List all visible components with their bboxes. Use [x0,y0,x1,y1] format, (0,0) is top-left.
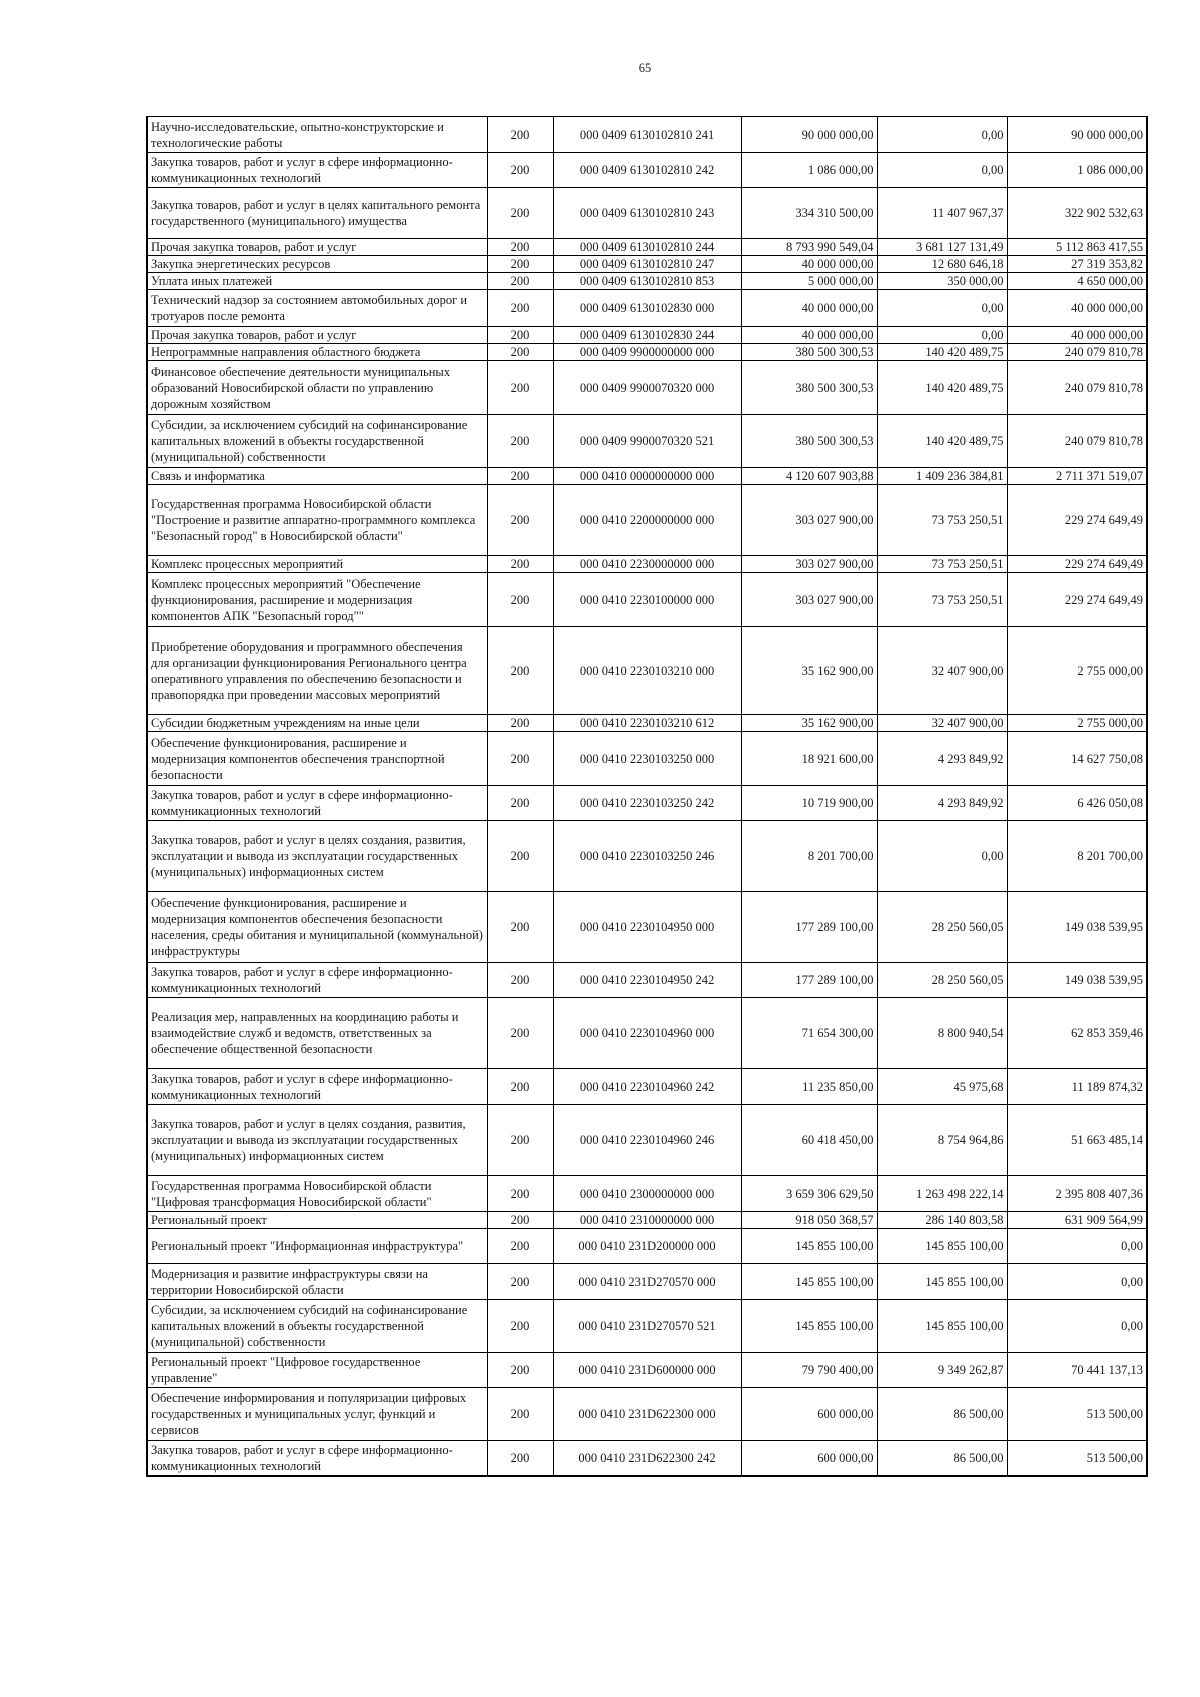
amount-cell-1: 40 000 000,00 [741,290,877,327]
amount-cell-3: 229 274 649,49 [1007,485,1147,556]
row-name-cell: Уплата иных платежей [147,273,487,290]
row-name-cell: Обеспечение функционирования, расширение и модернизация компонентов обеспечения транспортной безопасности [147,732,487,786]
amount-cell-2: 145 855 100,00 [877,1264,1007,1300]
row-name-cell: Закупка товаров, работ и услуг в сфере информационно-коммуникационных технологий [147,786,487,821]
table-row [147,821,1147,892]
row-name-cell: Комплекс процессных мероприятий "Обеспечение функционирования, расширение и модернизация компонентов АПК "Безопасный город"" [147,573,487,627]
amount-cell-2: 73 753 250,51 [877,485,1007,556]
amount-cell-2: 140 420 489,75 [877,361,1007,415]
row-name-cell: Финансовое обеспечение деятельности муниципальных образований Новосибирской области по управлению дорожным хозяйством [147,361,487,415]
amount-cell-2: 12 680 646,18 [877,256,1007,273]
amount-cell-3: 229 274 649,49 [1007,556,1147,573]
row-name-cell: Приобретение оборудования и программного обеспечения для организации функционирования Регионального центра оперативного управления по обеспечению безопасности и правопорядка при проведении массовых мероприятий [147,627,487,715]
budget-code-cell: 000 0410 2200000000 000 [553,485,741,556]
amount-cell-3: 14 627 750,08 [1007,732,1147,786]
budget-code-cell: 000 0409 6130102810 242 [553,153,741,188]
amount-cell-1: 71 654 300,00 [741,998,877,1069]
line-code-cell: 200 [487,239,553,256]
amount-cell-3: 240 079 810,78 [1007,344,1147,361]
amount-cell-1: 600 000,00 [741,1441,877,1476]
budget-code-cell: 000 0410 2300000000 000 [553,1176,741,1212]
amount-cell-1: 334 310 500,00 [741,188,877,239]
row-name-cell: Обеспечение функционирования, расширение и модернизация компонентов обеспечения безопасности населения, среды обитания и муниципальной (коммунальной) инфраструктуры [147,892,487,963]
amount-cell-1: 177 289 100,00 [741,892,877,963]
line-code-cell: 200 [487,1300,553,1353]
amount-cell-2: 140 420 489,75 [877,415,1007,468]
line-code-cell: 200 [487,1176,553,1212]
amount-cell-3: 51 663 485,14 [1007,1105,1147,1176]
table-row [147,998,1147,1069]
table-row [147,573,1147,627]
line-code-cell: 200 [487,1264,553,1300]
row-name-cell: Региональный проект [147,1212,487,1229]
amount-cell-2: 4 293 849,92 [877,786,1007,821]
amount-cell-3: 513 500,00 [1007,1388,1147,1441]
amount-cell-2: 45 975,68 [877,1069,1007,1105]
budget-code-cell: 000 0409 6130102810 853 [553,273,741,290]
budget-code-cell: 000 0410 2230104950 242 [553,963,741,998]
amount-cell-1: 303 027 900,00 [741,485,877,556]
budget-code-cell: 000 0409 6130102810 244 [553,239,741,256]
table-row [147,327,1147,344]
line-code-cell: 200 [487,573,553,627]
row-name-cell: Обеспечение информирования и популяризации цифровых государственных и муниципальных услуг, функций и сервисов [147,1388,487,1441]
table-row [147,273,1147,290]
amount-cell-2: 0,00 [877,821,1007,892]
table-row [147,1264,1147,1300]
amount-cell-2: 9 349 262,87 [877,1353,1007,1388]
row-name-cell: Закупка товаров, работ и услуг в сфере информационно-коммуникационных технологий [147,153,487,188]
amount-cell-3: 513 500,00 [1007,1441,1147,1476]
amount-cell-3: 0,00 [1007,1300,1147,1353]
budget-code-cell: 000 0410 2230100000 000 [553,573,741,627]
line-code-cell: 200 [487,556,553,573]
table-row [147,485,1147,556]
amount-cell-1: 79 790 400,00 [741,1353,877,1388]
line-code-cell: 200 [487,1212,553,1229]
amount-cell-3: 5 112 863 417,55 [1007,239,1147,256]
table-row [147,117,1147,153]
amount-cell-3: 11 189 874,32 [1007,1069,1147,1105]
line-code-cell: 200 [487,998,553,1069]
table-row [147,627,1147,715]
budget-code-cell: 000 0410 2230103250 242 [553,786,741,821]
amount-cell-2: 3 681 127 131,49 [877,239,1007,256]
table-row [147,153,1147,188]
table-row [147,361,1147,415]
amount-cell-2: 28 250 560,05 [877,892,1007,963]
amount-cell-3: 8 201 700,00 [1007,821,1147,892]
line-code-cell: 200 [487,1353,553,1388]
amount-cell-3: 2 711 371 519,07 [1007,468,1147,485]
budget-code-cell: 000 0409 9900070320 000 [553,361,741,415]
row-name-cell: Закупка энергетических ресурсов [147,256,487,273]
line-code-cell: 200 [487,327,553,344]
table-row [147,239,1147,256]
budget-code-cell: 000 0410 2230103250 000 [553,732,741,786]
amount-cell-1: 5 000 000,00 [741,273,877,290]
budget-code-cell: 000 0410 2230104950 000 [553,892,741,963]
amount-cell-3: 90 000 000,00 [1007,117,1147,153]
budget-code-cell: 000 0410 0000000000 000 [553,468,741,485]
amount-cell-3: 149 038 539,95 [1007,892,1147,963]
budget-table [146,116,1148,1477]
budget-code-cell: 000 0410 2230103210 612 [553,715,741,732]
line-code-cell: 200 [487,1441,553,1476]
line-code-cell: 200 [487,1069,553,1105]
amount-cell-3: 240 079 810,78 [1007,415,1147,468]
amount-cell-1: 918 050 368,57 [741,1212,877,1229]
amount-cell-2: 11 407 967,37 [877,188,1007,239]
amount-cell-1: 600 000,00 [741,1388,877,1441]
amount-cell-2: 0,00 [877,290,1007,327]
budget-code-cell: 000 0410 2230103250 246 [553,821,741,892]
amount-cell-3: 62 853 359,46 [1007,998,1147,1069]
amount-cell-1: 145 855 100,00 [741,1300,877,1353]
amount-cell-2: 0,00 [877,153,1007,188]
amount-cell-1: 3 659 306 629,50 [741,1176,877,1212]
amount-cell-3: 1 086 000,00 [1007,153,1147,188]
amount-cell-1: 303 027 900,00 [741,573,877,627]
table-row [147,188,1147,239]
budget-code-cell: 000 0409 6130102810 247 [553,256,741,273]
line-code-cell: 200 [487,1105,553,1176]
row-name-cell: Региональный проект "Цифровое государственное управление" [147,1353,487,1388]
row-name-cell: Государственная программа Новосибирской области "Построение и развитие аппаратно-программного комплекса "Безопасный город" в Новосибирской области" [147,485,487,556]
line-code-cell: 200 [487,117,553,153]
row-name-cell: Закупка товаров, работ и услуг в сфере информационно-коммуникационных технологий [147,963,487,998]
budget-code-cell: 000 0409 6130102830 244 [553,327,741,344]
table-row [147,290,1147,327]
budget-code-cell: 000 0409 6130102830 000 [553,290,741,327]
amount-cell-3: 70 441 137,13 [1007,1353,1147,1388]
table-row [147,468,1147,485]
amount-cell-2: 73 753 250,51 [877,556,1007,573]
amount-cell-1: 177 289 100,00 [741,963,877,998]
page-number: 65 [638,61,652,75]
line-code-cell: 200 [487,273,553,290]
line-code-cell: 200 [487,963,553,998]
table-row [147,556,1147,573]
line-code-cell: 200 [487,415,553,468]
amount-cell-1: 145 855 100,00 [741,1264,877,1300]
amount-cell-3: 2 395 808 407,36 [1007,1176,1147,1212]
amount-cell-1: 60 418 450,00 [741,1105,877,1176]
line-code-cell: 200 [487,188,553,239]
amount-cell-1: 35 162 900,00 [741,715,877,732]
table-row [147,344,1147,361]
budget-code-cell: 000 0410 2310000000 000 [553,1212,741,1229]
amount-cell-3: 40 000 000,00 [1007,290,1147,327]
amount-cell-3: 322 902 532,63 [1007,188,1147,239]
amount-cell-3: 40 000 000,00 [1007,327,1147,344]
amount-cell-2: 145 855 100,00 [877,1229,1007,1264]
budget-code-cell: 000 0410 2230104960 246 [553,1105,741,1176]
row-name-cell: Закупка товаров, работ и услуг в целях создания, развития, эксплуатации и вывода из эксплуатации государственных (муниципальных) информационных систем [147,1105,487,1176]
budget-code-cell: 000 0410 231D270570 000 [553,1264,741,1300]
row-name-cell: Закупка товаров, работ и услуг в целях капитального ремонта государственного (муниципального) имущества [147,188,487,239]
table-row [147,1229,1147,1264]
amount-cell-2: 28 250 560,05 [877,963,1007,998]
amount-cell-3: 240 079 810,78 [1007,361,1147,415]
table-row [147,715,1147,732]
budget-code-cell: 000 0410 231D622300 242 [553,1441,741,1476]
table-row [147,892,1147,963]
amount-cell-3: 149 038 539,95 [1007,963,1147,998]
amount-cell-2: 0,00 [877,327,1007,344]
row-name-cell: Технический надзор за состоянием автомобильных дорог и тротуаров после ремонта [147,290,487,327]
amount-cell-2: 145 855 100,00 [877,1300,1007,1353]
amount-cell-2: 140 420 489,75 [877,344,1007,361]
amount-cell-1: 1 086 000,00 [741,153,877,188]
budget-code-cell: 000 0410 2230104960 242 [553,1069,741,1105]
amount-cell-2: 8 800 940,54 [877,998,1007,1069]
row-name-cell: Комплекс процессных мероприятий [147,556,487,573]
budget-code-cell: 000 0410 231D200000 000 [553,1229,741,1264]
amount-cell-1: 4 120 607 903,88 [741,468,877,485]
budget-code-cell: 000 0410 2230104960 000 [553,998,741,1069]
amount-cell-2: 350 000,00 [877,273,1007,290]
budget-code-cell: 000 0409 9900070320 521 [553,415,741,468]
budget-code-cell: 000 0409 6130102810 243 [553,188,741,239]
line-code-cell: 200 [487,892,553,963]
budget-code-cell: 000 0410 231D622300 000 [553,1388,741,1441]
row-name-cell: Реализация мер, направленных на координацию работы и взаимодействие служб и ведомств, ответственных за обеспечение общественной безопасности [147,998,487,1069]
amount-cell-1: 90 000 000,00 [741,117,877,153]
amount-cell-3: 0,00 [1007,1264,1147,1300]
line-code-cell: 200 [487,361,553,415]
row-name-cell: Непрограммные направления областного бюджета [147,344,487,361]
table-row [147,1105,1147,1176]
amount-cell-3: 6 426 050,08 [1007,786,1147,821]
amount-cell-2: 32 407 900,00 [877,715,1007,732]
amount-cell-1: 380 500 300,53 [741,415,877,468]
line-code-cell: 200 [487,786,553,821]
amount-cell-1: 18 921 600,00 [741,732,877,786]
budget-code-cell: 000 0410 2230103210 000 [553,627,741,715]
line-code-cell: 200 [487,1388,553,1441]
table-row [147,1353,1147,1388]
row-name-cell: Закупка товаров, работ и услуг в сфере информационно-коммуникационных технологий [147,1441,487,1476]
amount-cell-1: 11 235 850,00 [741,1069,877,1105]
amount-cell-3: 2 755 000,00 [1007,627,1147,715]
table-row [147,415,1147,468]
table-row [147,732,1147,786]
table-row [147,1388,1147,1441]
amount-cell-3: 2 755 000,00 [1007,715,1147,732]
amount-cell-1: 8 201 700,00 [741,821,877,892]
row-name-cell: Закупка товаров, работ и услуг в сфере информационно-коммуникационных технологий [147,1069,487,1105]
table-row [147,963,1147,998]
amount-cell-3: 4 650 000,00 [1007,273,1147,290]
line-code-cell: 200 [487,1229,553,1264]
budget-code-cell: 000 0409 9900000000 000 [553,344,741,361]
table-row [147,256,1147,273]
amount-cell-2: 86 500,00 [877,1388,1007,1441]
line-code-cell: 200 [487,153,553,188]
amount-cell-3: 27 319 353,82 [1007,256,1147,273]
row-name-cell: Модернизация и развитие инфраструктуры связи на территории Новосибирской области [147,1264,487,1300]
line-code-cell: 200 [487,468,553,485]
table-row [147,1212,1147,1229]
amount-cell-1: 380 500 300,53 [741,344,877,361]
amount-cell-1: 10 719 900,00 [741,786,877,821]
table-row [147,1441,1147,1476]
table-row [147,1300,1147,1353]
amount-cell-1: 40 000 000,00 [741,327,877,344]
row-name-cell: Региональный проект "Информационная инфраструктура" [147,1229,487,1264]
amount-cell-2: 86 500,00 [877,1441,1007,1476]
budget-code-cell: 000 0410 231D270570 521 [553,1300,741,1353]
amount-cell-1: 40 000 000,00 [741,256,877,273]
amount-cell-2: 1 409 236 384,81 [877,468,1007,485]
line-code-cell: 200 [487,627,553,715]
amount-cell-1: 8 793 990 549,04 [741,239,877,256]
row-name-cell: Связь и информатика [147,468,487,485]
table-row [147,786,1147,821]
table-body [147,117,1147,1476]
row-name-cell: Прочая закупка товаров, работ и услуг [147,327,487,344]
line-code-cell: 200 [487,732,553,786]
row-name-cell: Закупка товаров, работ и услуг в целях создания, развития, эксплуатации и вывода из эксплуатации государственных (муниципальных) информационных систем [147,821,487,892]
amount-cell-1: 303 027 900,00 [741,556,877,573]
amount-cell-3: 229 274 649,49 [1007,573,1147,627]
amount-cell-2: 0,00 [877,117,1007,153]
amount-cell-1: 380 500 300,53 [741,361,877,415]
budget-code-cell: 000 0410 231D600000 000 [553,1353,741,1388]
amount-cell-3: 631 909 564,99 [1007,1212,1147,1229]
row-name-cell: Субсидии, за исключением субсидий на софинансирование капитальных вложений в объекты государственной (муниципальной) собственности [147,1300,487,1353]
amount-cell-2: 8 754 964,86 [877,1105,1007,1176]
amount-cell-2: 286 140 803,58 [877,1212,1007,1229]
row-name-cell: Научно-исследовательские, опытно-конструкторские и технологические работы [147,117,487,153]
amount-cell-1: 145 855 100,00 [741,1229,877,1264]
row-name-cell: Субсидии, за исключением субсидий на софинансирование капитальных вложений в объекты государственной (муниципальной) собственности [147,415,487,468]
row-name-cell: Государственная программа Новосибирской области "Цифровая трансформация Новосибирской области" [147,1176,487,1212]
row-name-cell: Прочая закупка товаров, работ и услуг [147,239,487,256]
amount-cell-1: 35 162 900,00 [741,627,877,715]
amount-cell-2: 73 753 250,51 [877,573,1007,627]
amount-cell-3: 0,00 [1007,1229,1147,1264]
budget-code-cell: 000 0409 6130102810 241 [553,117,741,153]
line-code-cell: 200 [487,290,553,327]
line-code-cell: 200 [487,344,553,361]
amount-cell-2: 4 293 849,92 [877,732,1007,786]
budget-code-cell: 000 0410 2230000000 000 [553,556,741,573]
row-name-cell: Субсидии бюджетным учреждениям на иные цели [147,715,487,732]
table-row [147,1176,1147,1212]
amount-cell-2: 32 407 900,00 [877,627,1007,715]
line-code-cell: 200 [487,821,553,892]
line-code-cell: 200 [487,485,553,556]
line-code-cell: 200 [487,715,553,732]
table-row [147,1069,1147,1105]
line-code-cell: 200 [487,256,553,273]
amount-cell-2: 1 263 498 222,14 [877,1176,1007,1212]
